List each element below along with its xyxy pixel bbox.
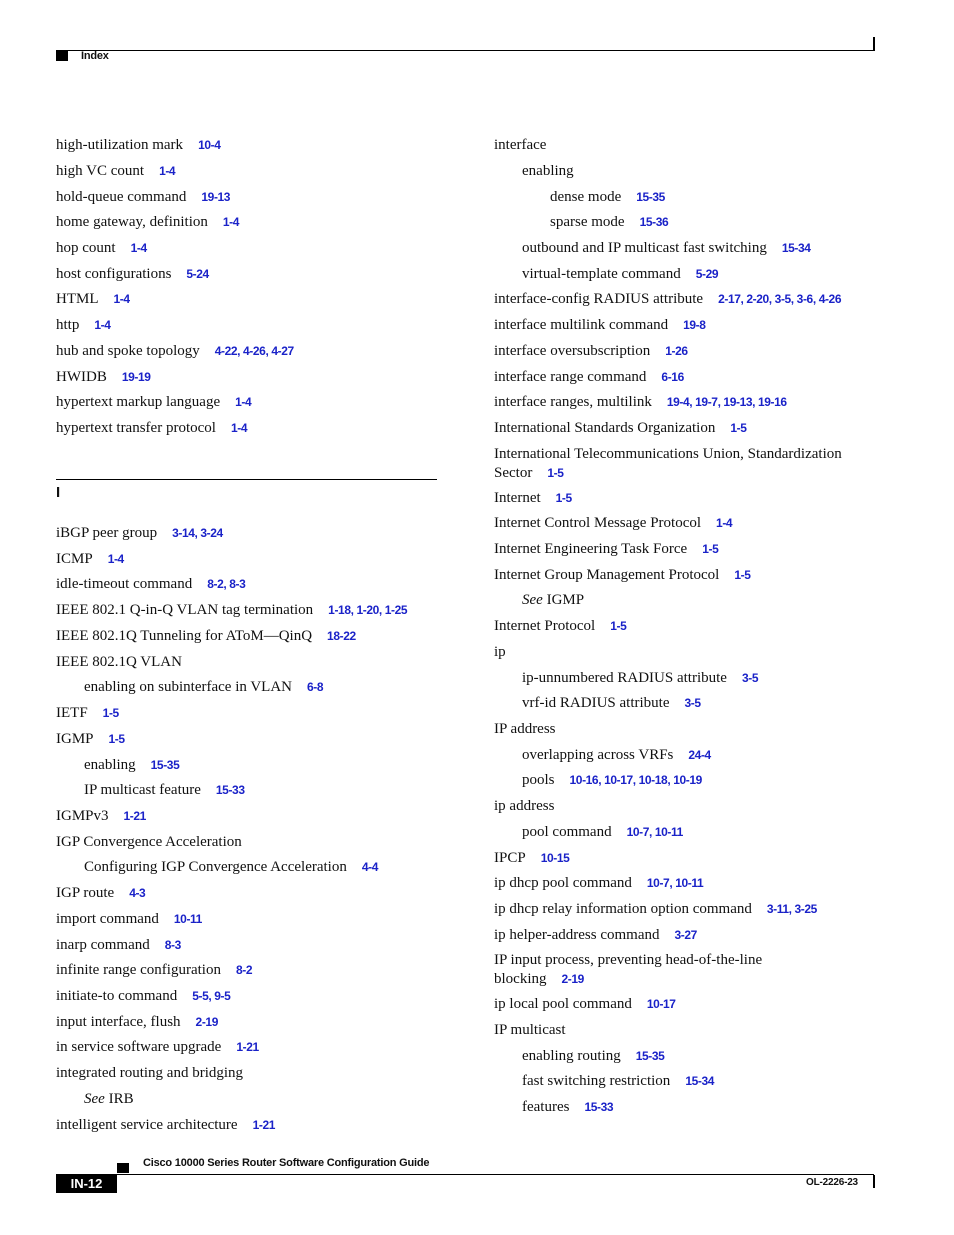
page-reference-link[interactable]: 5-5, 9-5 — [192, 989, 231, 1003]
page-reference-link[interactable]: 1-4 — [159, 164, 176, 178]
index-term: hold-queue command — [56, 189, 187, 205]
index-entry — [84, 756, 179, 775]
index-entry — [494, 797, 554, 816]
page-reference-link[interactable]: 5-29 — [695, 267, 719, 281]
index-entry — [56, 524, 223, 543]
index-entry — [56, 833, 242, 852]
index-term: IGMP — [546, 592, 585, 608]
index-term: virtual-template command — [522, 266, 681, 282]
page-reference-link[interactable]: 1-4 — [230, 421, 248, 435]
index-term: pool command — [522, 824, 612, 840]
index-term: idle-timeout command — [56, 576, 193, 592]
page-reference-link[interactable]: 1-4 — [113, 292, 130, 306]
index-entry — [56, 1038, 259, 1057]
index-entry — [522, 162, 574, 181]
index-term: Internet Control Message Protocol — [494, 515, 702, 531]
index-term: fast switching restriction — [522, 1073, 671, 1089]
page-reference-link[interactable]: 4-3 — [129, 886, 146, 900]
page-reference-link[interactable]: 1-21 — [123, 809, 146, 823]
index-term: Configuring IGP Convergence Acceleration — [84, 859, 347, 875]
page-reference-link[interactable]: 19-13 — [201, 190, 231, 204]
page-reference-link[interactable]: 1-4 — [235, 395, 252, 409]
index-term: interface range command — [494, 369, 647, 385]
index-entry — [522, 694, 701, 713]
index-term: IP multicast feature — [84, 782, 201, 798]
index-entry — [56, 550, 124, 569]
index-term: IEEE 802.1Q Tunneling for AToM—QinQ — [56, 628, 313, 644]
index-entry — [494, 316, 706, 335]
page-reference-link[interactable]: 6-8 — [307, 680, 324, 694]
index-term: IP input process, preventing head-of-the-line blocking — [494, 952, 763, 987]
page-reference-link[interactable]: 1-5 — [702, 542, 719, 556]
index-entry — [494, 514, 732, 533]
index-entry — [56, 627, 356, 646]
index-entry — [494, 995, 676, 1014]
index-entry — [494, 393, 787, 412]
see-reference-label: See — [84, 1091, 109, 1107]
index-entry — [494, 566, 751, 585]
index-term: input interface, flush — [56, 1014, 181, 1030]
index-entry — [522, 265, 718, 284]
index-entry — [56, 1064, 243, 1083]
page-reference-link[interactable]: 4-22, 4-26, 4-27 — [214, 344, 294, 358]
page-reference-link[interactable]: 15-33 — [215, 783, 245, 797]
page-reference-link[interactable]: 10-7, 10-11 — [626, 825, 683, 839]
index-entry — [494, 342, 688, 361]
index-entry — [550, 188, 665, 207]
index-term: integrated routing and bridging — [56, 1065, 244, 1081]
index-entry — [522, 1072, 714, 1091]
index-entry — [56, 987, 230, 1006]
footer-page-number: IN-12 — [56, 1175, 117, 1193]
index-term: sparse mode — [550, 214, 625, 230]
page-reference-link[interactable]: 1-21 — [252, 1118, 275, 1132]
page-reference-link[interactable]: 10-16, 10-17, 10-18, 10-19 — [569, 773, 702, 787]
index-term: intelligent service architecture — [56, 1117, 238, 1133]
page-reference-link[interactable]: 15-35 — [635, 1049, 665, 1063]
footer-marker — [117, 1163, 129, 1173]
page-reference-link[interactable]: 1-21 — [236, 1040, 259, 1054]
index-entry — [84, 1090, 134, 1109]
index-term: http — [56, 317, 80, 333]
index-entry — [56, 1013, 218, 1032]
index-entry — [494, 136, 546, 155]
index-term: host configurations — [56, 266, 172, 282]
index-term: ip address — [494, 798, 555, 814]
index-entry — [56, 936, 181, 955]
index-entry — [56, 704, 119, 723]
page-reference-link[interactable]: 1-4 — [130, 241, 147, 255]
index-term: enabling on subinterface in VLAN — [84, 679, 293, 695]
page-reference-link[interactable]: 10-4 — [198, 138, 221, 152]
index-term: IRB — [108, 1091, 134, 1107]
index-term: ip — [494, 644, 506, 660]
index-term: Internet Group Management Protocol — [494, 567, 720, 583]
page-reference-link[interactable]: 1-4 — [222, 215, 240, 229]
index-term: overlapping across VRFs — [522, 747, 674, 763]
index-term: hub and spoke topology — [56, 343, 200, 359]
index-entry — [56, 136, 220, 155]
page-reference-link[interactable]: 8-3 — [164, 938, 181, 952]
page-reference-link[interactable]: 1-5 — [108, 732, 125, 746]
index-entry — [56, 730, 125, 749]
page-reference-link[interactable]: 1-5 — [734, 568, 751, 582]
index-term: IP multicast — [494, 1022, 566, 1038]
page-reference-link[interactable]: 2-17, 2-20, 3-5, 3-6, 4-26 — [718, 292, 842, 306]
page-reference-link[interactable]: 2-19 — [561, 972, 584, 986]
page-reference-link[interactable]: 24-4 — [688, 748, 711, 762]
index-term: ip helper-address command — [494, 927, 660, 943]
index-entry — [56, 807, 146, 826]
index-term: IP address — [494, 721, 556, 737]
index-term: ICMP — [56, 551, 93, 567]
index-entry — [56, 316, 111, 335]
header-rule-tick — [873, 37, 875, 51]
index-entry — [494, 849, 569, 868]
page-reference-link[interactable]: 1-18, 1-20, 1-25 — [328, 603, 408, 617]
page-reference-link[interactable]: 10-15 — [540, 851, 570, 865]
section-divider — [56, 479, 437, 480]
index-entry — [56, 884, 145, 903]
index-entry — [494, 419, 746, 438]
index-term: IGP Convergence Acceleration — [56, 834, 242, 850]
index-term: International Standards Organization — [494, 420, 716, 436]
page-reference-link[interactable]: 3-5 — [741, 671, 759, 685]
index-entry — [494, 926, 697, 945]
index-term: enabling — [522, 163, 574, 179]
header-rule — [56, 50, 874, 51]
index-entry — [56, 910, 202, 929]
index-term: dense mode — [550, 189, 622, 205]
index-entry — [494, 540, 718, 559]
index-entry — [522, 1047, 664, 1066]
index-term: International Telecommunications Union, Standardization Sector — [494, 446, 842, 481]
index-term: hop count — [56, 240, 116, 256]
footer-rule — [56, 1174, 874, 1175]
index-entry — [56, 290, 130, 309]
index-entry — [522, 1098, 613, 1117]
index-term: outbound and IP multicast fast switching — [522, 240, 767, 256]
page-reference-link[interactable]: 19-4, 19-7, 19-13, 19-16 — [666, 395, 787, 409]
index-entry — [56, 265, 209, 284]
page-reference-link[interactable]: 3-27 — [674, 928, 697, 942]
index-term: IEEE 802.1Q VLAN — [56, 654, 182, 670]
page-reference-link[interactable]: 8-2, 8-3 — [207, 577, 246, 591]
page-reference-link[interactable]: 15-36 — [639, 215, 669, 229]
index-term: IEEE 802.1 Q-in-Q VLAN tag termination — [56, 602, 314, 618]
index-term: high-utilization mark — [56, 137, 184, 153]
index-entry — [84, 678, 323, 697]
index-entry — [56, 961, 252, 980]
page-reference-link[interactable]: 6-16 — [661, 370, 684, 384]
index-term: IPCP — [494, 850, 526, 866]
see-reference-label: See — [522, 592, 547, 608]
index-entry — [494, 1021, 566, 1040]
page-reference-link[interactable]: 10-17 — [646, 997, 676, 1011]
index-term: infinite range configuration — [56, 962, 221, 978]
index-entry — [522, 771, 702, 790]
page-reference-link[interactable]: 15-35 — [150, 758, 180, 772]
index-entry — [84, 858, 378, 877]
index-term: Internet — [494, 490, 541, 506]
page-reference-link[interactable]: 19-8 — [683, 318, 706, 332]
index-entry — [522, 823, 683, 842]
index-entry — [56, 393, 251, 412]
page-reference-link[interactable]: 1-4 — [107, 552, 124, 566]
index-entry — [56, 368, 151, 387]
index-entry — [56, 653, 182, 672]
index-entry — [56, 239, 147, 258]
index-entry — [494, 643, 506, 662]
index-term: ip dhcp pool command — [494, 875, 632, 891]
page-reference-link[interactable]: 1-4 — [716, 516, 733, 530]
index-entry — [494, 720, 556, 739]
index-term: pools — [522, 772, 555, 788]
page-reference-link[interactable]: 1-5 — [610, 619, 627, 633]
index-term: vrf-id RADIUS attribute — [522, 695, 670, 711]
page-reference-link[interactable]: 3-5 — [684, 696, 701, 710]
index-term: interface — [494, 137, 547, 153]
index-term: IGMP — [56, 731, 94, 747]
index-entry — [494, 874, 703, 893]
index-entry — [522, 669, 758, 688]
index-entry — [56, 419, 247, 438]
index-term: home gateway, definition — [56, 214, 208, 230]
index-term: ip-unnumbered RADIUS attribute — [522, 670, 727, 686]
index-entry — [56, 1116, 275, 1135]
index-term: IETF — [56, 705, 88, 721]
page-reference-link[interactable]: 10-11 — [173, 912, 202, 926]
index-term: features — [522, 1099, 570, 1115]
page-reference-link[interactable]: 1-5 — [730, 421, 747, 435]
index-term: ip dhcp relay information option command — [494, 901, 752, 917]
index-term: import command — [56, 911, 159, 927]
index-term: ip local pool command — [494, 996, 632, 1012]
page-reference-link[interactable]: 15-34 — [781, 241, 811, 255]
index-entry — [56, 162, 175, 181]
page-reference-link[interactable]: 19-19 — [121, 370, 151, 384]
page-reference-link[interactable]: 15-33 — [584, 1100, 614, 1114]
index-entry — [522, 591, 584, 610]
index-term: hypertext markup language — [56, 394, 221, 410]
index-term: interface-config RADIUS attribute — [494, 291, 704, 307]
page-reference-link[interactable]: 1-4 — [94, 318, 111, 332]
page-reference-link[interactable]: 1-5 — [555, 491, 572, 505]
page-reference-link[interactable]: 3-14, 3-24 — [172, 526, 223, 540]
index-term: HTML — [56, 291, 99, 307]
page-reference-link[interactable]: 10-7, 10-11 — [646, 876, 704, 890]
footer-rule-tick — [873, 1175, 875, 1188]
page-reference-link[interactable]: 2-19 — [195, 1015, 218, 1029]
index-term: Internet Protocol — [494, 618, 596, 634]
index-entry — [56, 188, 230, 207]
index-entry — [494, 489, 572, 508]
index-term: HWIDB — [56, 369, 107, 385]
page-reference-link[interactable]: 1-26 — [665, 344, 688, 358]
index-term: interface multilink command — [494, 317, 669, 333]
footer-guide-title: Cisco 10000 Series Router Software Configuration Guide — [143, 1157, 430, 1169]
page-reference-link[interactable]: 15-34 — [685, 1074, 715, 1088]
index-entry — [56, 575, 245, 594]
index-term: IGP route — [56, 885, 115, 901]
index-entry — [56, 213, 239, 232]
index-entry — [550, 213, 668, 232]
index-entry — [494, 290, 841, 309]
page-reference-link[interactable]: 1-5 — [547, 466, 564, 480]
index-term: iBGP peer group — [56, 525, 158, 541]
index-entry — [56, 342, 294, 361]
index-term: initiate-to command — [56, 988, 178, 1004]
page-reference-link[interactable]: 8-2 — [235, 963, 253, 977]
index-term: IGMPv3 — [56, 808, 109, 824]
index-term: hypertext transfer protocol — [56, 420, 216, 436]
page-reference-link[interactable]: 4-4 — [361, 860, 379, 874]
index-entry — [494, 951, 794, 989]
index-entry — [494, 368, 684, 387]
footer-doc-number: OL-2226-23 — [806, 1177, 858, 1188]
index-term: inarp command — [56, 937, 150, 953]
page-reference-link[interactable]: 3-11, 3-25 — [766, 902, 817, 916]
index-term: enabling routing — [522, 1048, 621, 1064]
page-reference-link[interactable]: 5-24 — [186, 267, 209, 281]
page-reference-link[interactable]: 15-35 — [636, 190, 665, 204]
page-reference-link[interactable]: 18-22 — [327, 629, 356, 643]
index-entry — [522, 746, 711, 765]
index-term: enabling — [84, 757, 136, 773]
page-reference-link[interactable]: 1-5 — [102, 706, 119, 720]
index-term: in service software upgrade — [56, 1039, 222, 1055]
index-entry — [56, 601, 407, 620]
header-marker — [56, 51, 68, 61]
header-section-label: Index — [81, 50, 109, 62]
index-entry — [494, 900, 817, 919]
index-term: high VC count — [56, 163, 145, 179]
section-letter: I — [56, 484, 61, 501]
index-entry — [494, 617, 626, 636]
index-entry — [494, 445, 874, 483]
index-entry — [522, 239, 811, 258]
index-term: Internet Engineering Task Force — [494, 541, 688, 557]
index-term: interface ranges, multilink — [494, 394, 652, 410]
index-term: interface oversubscription — [494, 343, 651, 359]
index-entry — [84, 781, 245, 800]
